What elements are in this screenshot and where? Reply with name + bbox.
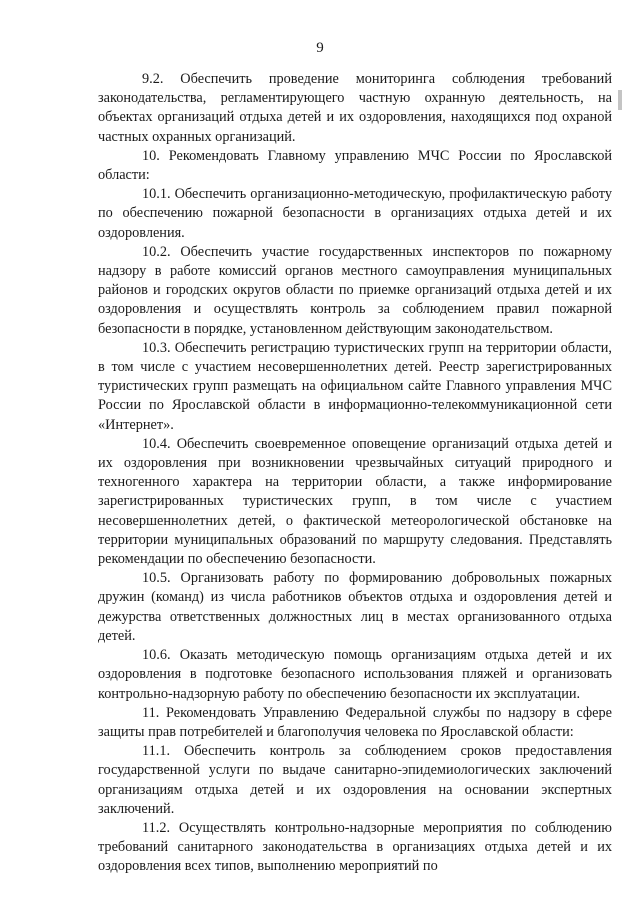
paragraph-10: 10. Рекомендовать Главному управлению МЧС России по Ярославской области: xyxy=(98,147,612,184)
paragraph-10-6: 10.6. Оказать методическую помощь организациям отдыха детей и их оздоровления в подготовке безопасного использования пляжей и организовать контрольно-надзорную работу по обеспечению безопасности их эксплуатации. xyxy=(98,647,612,702)
paragraph-10-4: 10.4. Обеспечить своевременное оповещение организаций отдыха детей и их оздоровления при возникновении чрезвычайных ситуаций природного и техногенного характера на территории области, а также информирование зарегистрированных туристических групп, в том числе с участием несовершеннолетних детей, о фактической метеорологической обстановке на территории муниципальных образований по маршруту следования. Представлять рекомендации по обеспечению безопасности. xyxy=(98,435,612,568)
paragraph-10-5: 10.5. Организовать работу по формированию добровольных пожарных дружин (команд) из числа работников объектов отдыха и оздоровления детей и дежурства ответственных должностных лиц в местах организованного отдыха детей. xyxy=(98,570,612,644)
paragraph-11-1: 11.1. Обеспечить контроль за соблюдением сроков предоставления государственной услуги по выдаче санитарно-эпидемиологических заключений организациям отдыха детей и их оздоровления на основании экспертных заключений. xyxy=(98,743,612,817)
paragraph-11: 11. Рекомендовать Управлению Федеральной службы по надзору в сфере защиты прав потребителей и благополучия человека по Ярославской области: xyxy=(98,704,612,740)
paragraph-10-2: 10.2. Обеспечить участие государственных инспекторов по пожарному надзору в работе комиссий органов местного самоуправления муниципальных районов и городских округов области по приемке организаций отдыха детей и их оздоровления и осуществлять контроль за соблюдением правил пожарной безопасности в порядке, установленном действующим законодательством. xyxy=(98,243,612,337)
paragraph-11-2: 11.2. Осуществлять контрольно-надзорные мероприятия по соблюдению требований санитарного законодательства в организациях отдыха детей и их оздоровления всех типов, выполнению мероприятий по xyxy=(98,819,612,875)
paragraph-10-3: 10.3. Обеспечить регистрацию туристических групп на территории области, в том числе с участием несовершеннолетних детей. Реестр зарегистрированных туристических групп размещать на официальном сайте Главного управления МЧС России по Ярославской области в информационно-телекоммуникационной сети «Интернет». xyxy=(98,339,612,433)
scan-edge-mark xyxy=(618,90,622,110)
paragraph-10-1: 10.1. Обеспечить организационно-методическую, профилактическую работу по обеспечению пожарной безопасности в организациях отдыха детей и их оздоровления. xyxy=(98,186,612,241)
page-number: 9 xyxy=(316,40,324,56)
document-body xyxy=(98,70,612,877)
paragraph-9-2: 9.2. Обеспечить проведение мониторинга соблюдения требований законодательства, регламентирующего частную охранную деятельность, на объектах организаций отдыха детей и их оздоровления, находящихся под охраной частных охранных организаций. xyxy=(98,71,612,145)
